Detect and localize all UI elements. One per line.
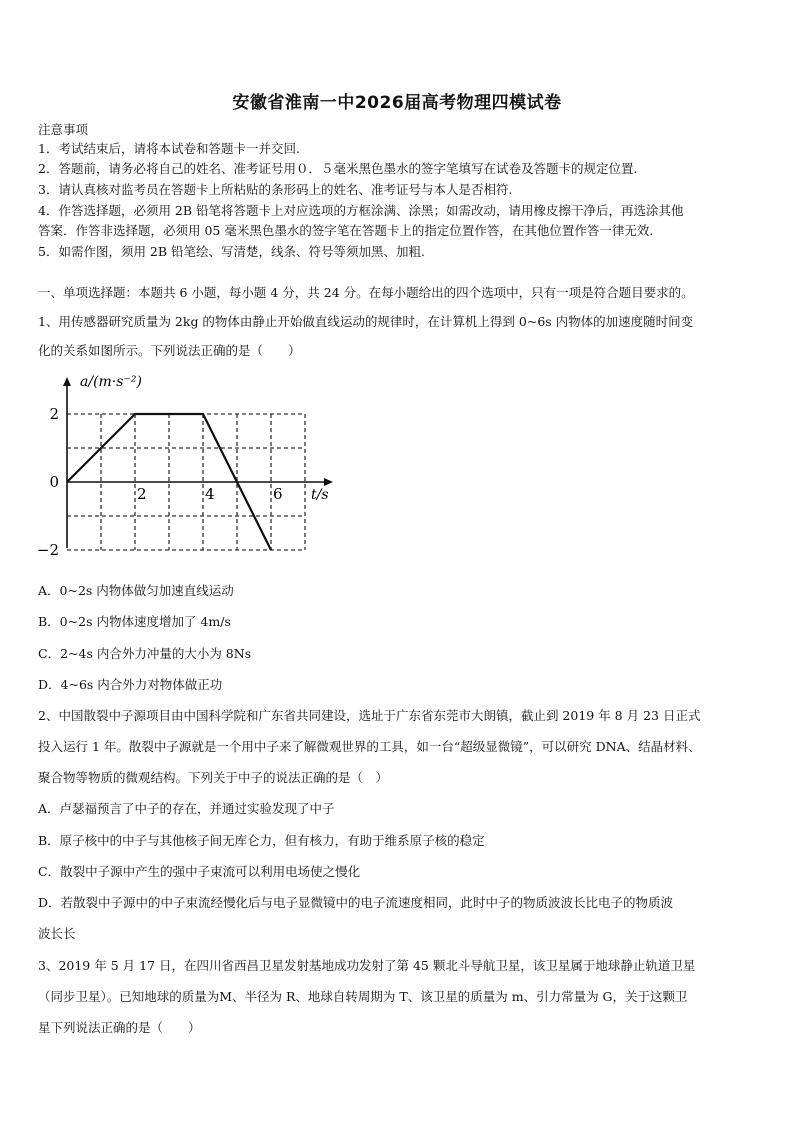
note-item: 4．作答选择题，必须用 2B 铅笔将答题卡上对应选项的方框涂满、涂黑；如需改动，请用橡皮擦干净后，再选涂其他	[38, 203, 684, 218]
y-tick-label: 2	[49, 405, 59, 423]
x-axis-label: t/s	[311, 487, 329, 503]
x-tick-label: 4	[205, 485, 215, 503]
note-item: 5．如需作图，须用 2B 铅笔绘、写清楚，线条、符号等须加黑、加粗.	[38, 244, 426, 259]
note-item: 1．考试结束后，请将本试卷和答题卡一并交回.	[38, 141, 300, 156]
note-item: 2．答题前，请务必将自己的姓名、准考证号用０．５毫米黑色墨水的签字笔填写在试卷及答题卡的规定位置.	[38, 161, 638, 176]
x-axis-arrow-icon	[324, 478, 333, 486]
graph-axes	[63, 377, 333, 548]
question-1-stem: 1、用传感器研究质量为 2kg 的物体由静止开始做直线运动的规律时，在计算机上得到 0~6s 内物体的加速度随时间变	[38, 314, 694, 329]
question-1-option-b: B．0~2s 内物体速度增加了 4m/s	[38, 614, 231, 629]
y-axis-arrow-icon	[63, 377, 71, 386]
y-tick-label: 0	[49, 473, 59, 491]
question-2-stem: 聚合物等物质的微观结构。下列关于中子的说法正确的是（ ）	[38, 770, 389, 785]
note-item: 3．请认真核对监考员在答题卡上所粘贴的条形码上的姓名、准考证号与本人是否相符.	[38, 182, 513, 197]
question-1-option-d: D．4~6s 内合外力对物体做正功	[38, 677, 223, 692]
question-2-stem: 2、中国散裂中子源项目由中国科学院和广东省共同建设，选址于广东省东莞市大朗镇，截止到 2019 年 8 月 23 日正式	[38, 708, 701, 723]
y-axis-label: a/(m·s⁻²)	[80, 374, 142, 390]
acceleration-time-graph	[36, 372, 340, 562]
section-heading: 一、单项选择题：本题共 6 小题，每小题 4 分，共 24 分。在每小题给出的四个选项中，只有一项是符合题目要求的。	[38, 285, 694, 300]
x-tick-label: 6	[273, 485, 283, 503]
question-1-stem: 化的关系如图所示。下列说法正确的是（ ）	[38, 343, 301, 358]
question-2-option-c: C．散裂中子源中产生的强中子束流可以利用电场使之慢化	[38, 864, 361, 879]
y-tick-label: −2	[36, 541, 59, 559]
question-2-stem: 投入运行 1 年。散裂中子源就是一个用中子来了解微观世界的工具，如一台“超级显微镜”，可以研究 DNA、结晶材料、	[38, 739, 701, 754]
note-item: 答案．作答非选择题，必须用 05 毫米黑色墨水的签字笔在答题卡上的指定位置作答，在其他位置作答一律无效.	[38, 223, 654, 238]
question-3-stem: 星下列说法正确的是（ ）	[38, 1020, 201, 1035]
question-1-option-c: C．2~4s 内合外力冲量的大小为 8Ns	[38, 646, 252, 661]
question-3-stem: （同步卫星）。已知地球的质量为M、半径为 R、地球自转周期为 T、该卫星的质量为 m、引力常量为 G，关于这颗卫	[38, 989, 688, 1004]
page-title: 安徽省淮南一中2026届高考物理四模试卷	[232, 93, 562, 113]
x-tick-label: 2	[137, 485, 147, 503]
question-2-option-d: D．若散裂中子源中的中子束流经慢化后与电子显微镜中的电子流速度相同，此时中子的物质波波长比电子的物质波	[38, 895, 674, 910]
question-3-stem: 3、2019 年 5 月 17 日，在四川省西昌卫星发射基地成功发射了第 45 颗北斗导航卫星，该卫星属于地球静止轨道卫星	[38, 958, 696, 973]
question-2-option-b: B．原子核中的中子与其他核子间无库仑力，但有核力，有助于维系原子核的稳定	[38, 833, 485, 848]
question-2-option-a: A．卢瑟福预言了中子的存在，并通过实验发现了中子	[38, 801, 335, 816]
question-2-option-d-cont: 波长长	[38, 926, 76, 941]
question-1-option-a: A．0~2s 内物体做匀加速直线运动	[38, 583, 234, 598]
notes-heading: 注意事项	[38, 122, 89, 137]
